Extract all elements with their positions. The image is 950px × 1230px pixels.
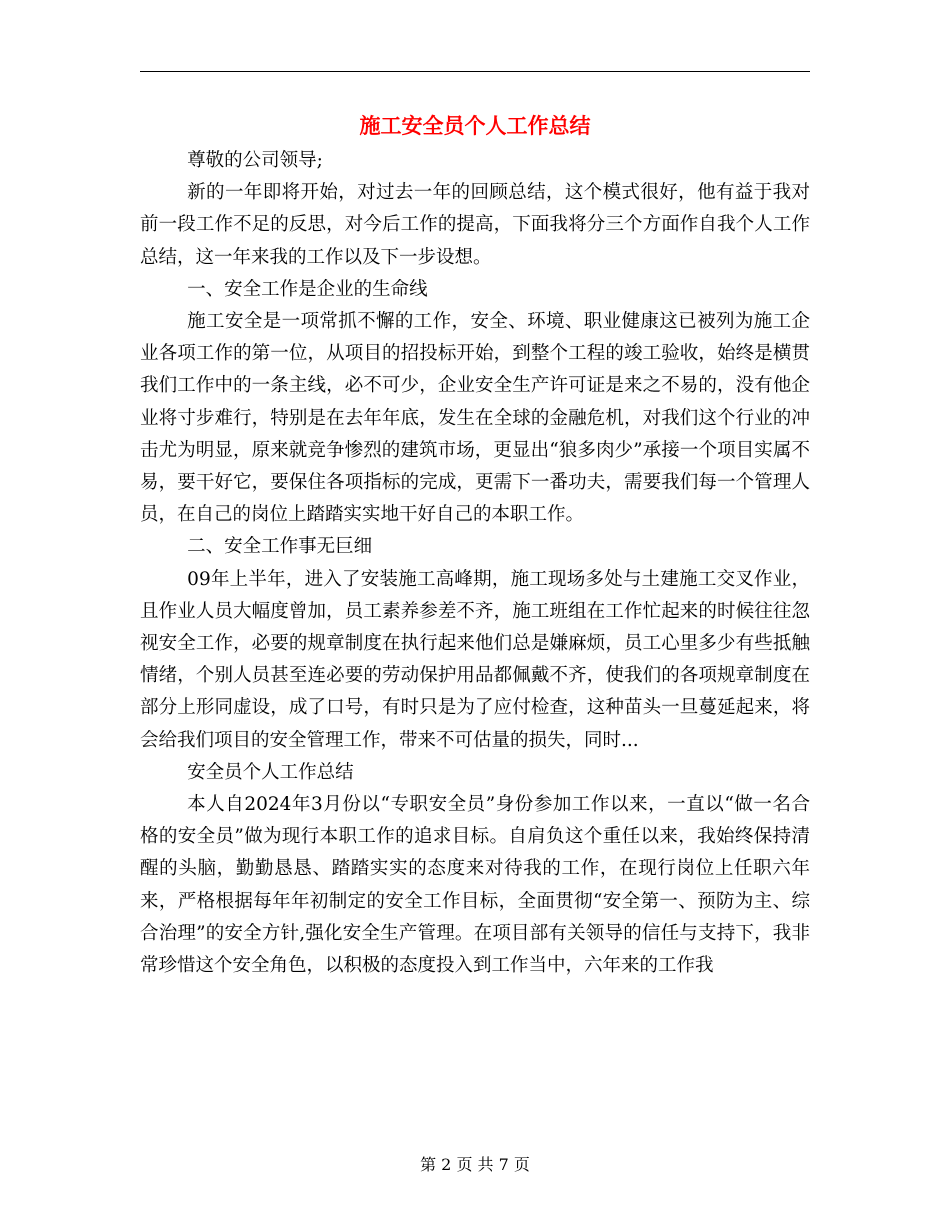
salutation: 尊敬的公司领导; — [187, 150, 323, 171]
header-rule — [140, 71, 810, 72]
section-heading-2: 二、安全工作事无巨细 — [187, 536, 373, 558]
section-paragraph-1: 施工安全是一项常抓不懈的工作，安全、环境、职业健康这已被列为施工企业各项工作的第一位，从项目的招投标开始，到整个工程的竣工验收，始终是横贯我们工作中的一条主线，必不可少，企业安全生产许可证是来之不易的，没有他企业将寸步难行，特别是在去年年底，发生在全球的金融危机，对我们这个行业的冲击尤为明显，原来就竞争惨烈的建筑市场，更显出“狼多肉少”承接一个项目实属不易，要干好它，要保住各项指标的完成，更需下一番功夫，需要我们每一个管理人员，在自己的岗位上踏踏实实地干好自己的本职工作。 — [140, 311, 810, 526]
intro-paragraph: 新的一年即将开始，对过去一年的回顾总结，这个模式很好，他有益于我对前一段工作不足的反思，对今后工作的提高，下面我将分三个方面作自我个人工作总结，这一年来我的工作以及下一步设想。 — [140, 182, 810, 268]
section-heading-1: 一、安全工作是企业的生命线 — [187, 278, 428, 300]
section-paragraph-2: 09年上半年，进入了安装施工高峰期，施工现场多处与土建施工交叉作业，且作业人员大幅度曾加，员工素养参差不齐，施工班组在工作忙起来的时候往往忽视安全工作，必要的规章制度在执行起来他们总是嫌麻烦，员工心里多少有些抵触情绪，个别人员甚至连必要的劳动保护用品都佩戴不齐，使我们的各项规章制度在部分上形同虚设，成了口号，有时只是为了应付检查，这种苗头一旦蔓延起来，将会给我们项目的安全管理工作，带来不可估量的损失，同时... — [140, 568, 810, 751]
subtitle-heading: 安全员个人工作总结 — [187, 761, 354, 783]
summary-paragraph: 本人自2024年3月份以“专职安全员”身份参加工作以来，一直以“做一名合格的安全员”做为现行本职工作的追求目标。自肩负这个重任以来，我始终保持清醒的头脑，勤勤恳恳、踏踏实实的态度来对待我的工作，在现行岗位上任职六年来，严格根据每年年初制定的安全工作目标，全面贯彻“安全第一、预防为主、综合治理”的安全方针,强化安全生产管理。在项目部有关领导的信任与支持下，我非常珍惜这个安全角色，以积极的态度投入到工作当中，六年来的工作我 — [140, 794, 810, 977]
document-body — [140, 145, 810, 982]
document-title: 施工安全员个人工作总结 — [359, 113, 591, 138]
page-footer: 第 2 页 共 7 页 — [420, 1155, 530, 1174]
